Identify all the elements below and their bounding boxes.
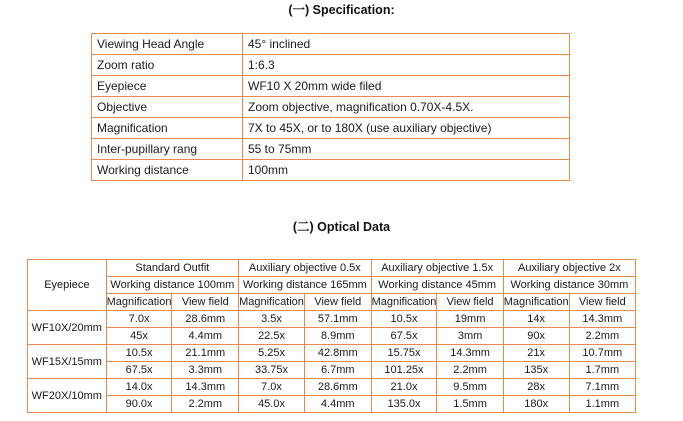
eyepiece-cell: WF20X/10mm bbox=[28, 379, 107, 413]
view-field-cell: 8.9mm bbox=[304, 328, 371, 345]
view-field-cell: 42.8mm bbox=[304, 345, 371, 362]
optical-data-table bbox=[27, 259, 636, 413]
view-field-cell: 10.7mm bbox=[569, 345, 635, 362]
magnification-cell: 21x bbox=[503, 345, 569, 362]
view-field-cell: 1.5mm bbox=[437, 396, 503, 413]
spec-label: Zoom ratio bbox=[92, 55, 243, 76]
view-field-cell: 7.1mm bbox=[569, 379, 635, 396]
view-field-cell: 3.3mm bbox=[172, 362, 239, 379]
spec-row bbox=[92, 160, 570, 181]
magnification-cell: 45.0x bbox=[239, 396, 305, 413]
table-row bbox=[28, 345, 636, 362]
view-field-cell: 2.2mm bbox=[569, 328, 635, 345]
view-field-header: View field bbox=[304, 294, 371, 311]
view-field-cell: 4.4mm bbox=[304, 396, 371, 413]
spec-value: 1:6.3 bbox=[243, 55, 570, 76]
view-field-cell: 2.2mm bbox=[437, 362, 503, 379]
view-field-cell: 19mm bbox=[437, 311, 503, 328]
eyepiece-column-header: Eyepiece bbox=[28, 260, 107, 311]
magnification-cell: 135x bbox=[503, 362, 569, 379]
optical-header-row-groups bbox=[28, 260, 636, 277]
view-field-cell: 1.1mm bbox=[569, 396, 635, 413]
specification-heading: (一) Specification: bbox=[288, 3, 395, 17]
spec-label: Objective bbox=[92, 97, 243, 118]
spec-label: Magnification bbox=[92, 118, 243, 139]
magnification-header: Magnification bbox=[239, 294, 305, 311]
magnification-cell: 14x bbox=[503, 311, 569, 328]
spec-label: Working distance bbox=[92, 160, 243, 181]
magnification-cell: 67.5x bbox=[371, 328, 437, 345]
magnification-cell: 21.0x bbox=[371, 379, 437, 396]
magnification-cell: 10.5x bbox=[371, 311, 437, 328]
spec-row bbox=[92, 139, 570, 160]
magnification-cell: 14.0x bbox=[106, 379, 172, 396]
spec-value: 45° inclined bbox=[243, 34, 570, 55]
magnification-cell: 33.75x bbox=[239, 362, 305, 379]
view-field-cell: 28.6mm bbox=[304, 379, 371, 396]
optical-data-heading: (二) Optical Data bbox=[292, 220, 391, 234]
view-field-header: View field bbox=[437, 294, 503, 311]
spec-label: Inter-pupillary rang bbox=[92, 139, 243, 160]
group-title: Auxiliary objective 1.5x bbox=[371, 260, 503, 277]
group-working-distance: Working distance 30mm bbox=[503, 277, 635, 294]
spec-value: Zoom objective, magnification 0.70X-4.5X. bbox=[243, 97, 570, 118]
view-field-cell: 21.1mm bbox=[172, 345, 239, 362]
view-field-cell: 14.3mm bbox=[569, 311, 635, 328]
spec-row bbox=[92, 118, 570, 139]
group-working-distance: Working distance 100mm bbox=[106, 277, 238, 294]
magnification-cell: 5.25x bbox=[239, 345, 305, 362]
magnification-cell: 90x bbox=[503, 328, 569, 345]
eyepiece-cell: WF10X/20mm bbox=[28, 311, 107, 345]
view-field-cell: 14.3mm bbox=[172, 379, 239, 396]
magnification-cell: 28x bbox=[503, 379, 569, 396]
view-field-cell: 2.2mm bbox=[172, 396, 239, 413]
magnification-header: Magnification bbox=[106, 294, 172, 311]
group-title: Auxiliary objective 0.5x bbox=[239, 260, 371, 277]
spec-value: WF10 X 20mm wide filed bbox=[243, 76, 570, 97]
table-row bbox=[28, 379, 636, 396]
spec-row bbox=[92, 55, 570, 76]
magnification-cell: 90.0x bbox=[106, 396, 172, 413]
magnification-cell: 22.5x bbox=[239, 328, 305, 345]
group-working-distance: Working distance 165mm bbox=[239, 277, 371, 294]
view-field-header: View field bbox=[172, 294, 239, 311]
view-field-cell: 14.3mm bbox=[437, 345, 503, 362]
view-field-header: View field bbox=[569, 294, 635, 311]
magnification-cell: 101.25x bbox=[371, 362, 437, 379]
magnification-cell: 7.0x bbox=[106, 311, 172, 328]
view-field-cell: 57.1mm bbox=[304, 311, 371, 328]
view-field-cell: 1.7mm bbox=[569, 362, 635, 379]
eyepiece-cell: WF15X/15mm bbox=[28, 345, 107, 379]
spec-value: 55 to 75mm bbox=[243, 139, 570, 160]
magnification-cell: 67.5x bbox=[106, 362, 172, 379]
magnification-cell: 45x bbox=[106, 328, 172, 345]
group-working-distance: Working distance 45mm bbox=[371, 277, 503, 294]
group-title: Standard Outfit bbox=[106, 260, 238, 277]
group-title: Auxiliary objective 2x bbox=[503, 260, 635, 277]
optical-header-row-distance bbox=[28, 277, 636, 294]
magnification-cell: 135.0x bbox=[371, 396, 437, 413]
view-field-cell: 28.6mm bbox=[172, 311, 239, 328]
magnification-cell: 180x bbox=[503, 396, 569, 413]
view-field-cell: 9.5mm bbox=[437, 379, 503, 396]
magnification-cell: 7.0x bbox=[239, 379, 305, 396]
magnification-header: Magnification bbox=[503, 294, 569, 311]
spec-row bbox=[92, 76, 570, 97]
view-field-cell: 6.7mm bbox=[304, 362, 371, 379]
magnification-cell: 15.75x bbox=[371, 345, 437, 362]
optical-header-row-columns bbox=[28, 294, 636, 311]
magnification-cell: 10.5x bbox=[106, 345, 172, 362]
view-field-cell: 3mm bbox=[437, 328, 503, 345]
spec-label: Eyepiece bbox=[92, 76, 243, 97]
table-row bbox=[28, 362, 636, 379]
table-row bbox=[28, 396, 636, 413]
spec-value: 100mm bbox=[243, 160, 570, 181]
magnification-cell: 3.5x bbox=[239, 311, 305, 328]
specification-table bbox=[91, 33, 570, 181]
table-row bbox=[28, 311, 636, 328]
spec-row bbox=[92, 34, 570, 55]
table-row bbox=[28, 328, 636, 345]
view-field-cell: 4.4mm bbox=[172, 328, 239, 345]
spec-value: 7X to 45X, or to 180X (use auxiliary objective) bbox=[243, 118, 570, 139]
magnification-header: Magnification bbox=[371, 294, 437, 311]
spec-row bbox=[92, 97, 570, 118]
spec-label: Viewing Head Angle bbox=[92, 34, 243, 55]
